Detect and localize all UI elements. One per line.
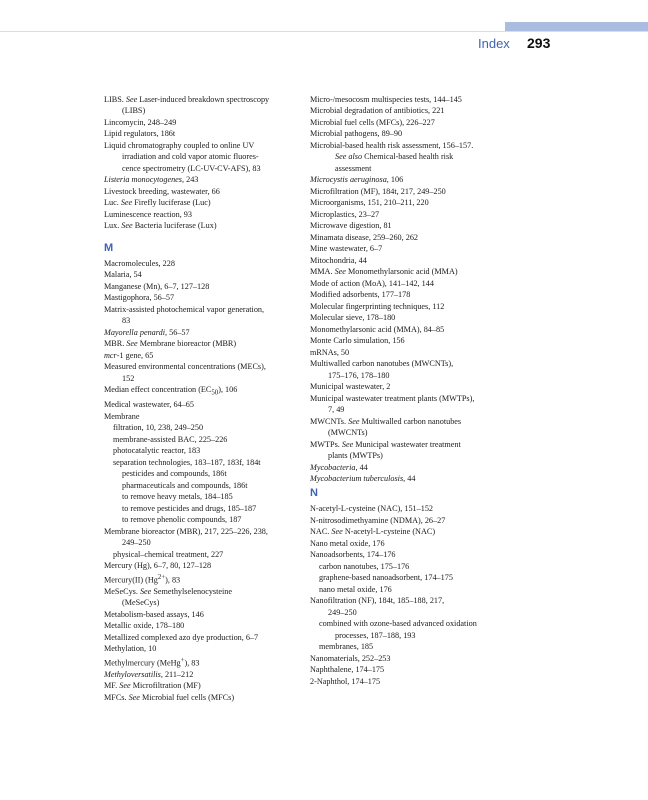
index-entry: Metallized complexed azo dye production, 6–7 — [104, 632, 259, 642]
index-entry-continuation: assessment — [335, 163, 372, 173]
index-entry: Microwave digestion, 81 — [310, 221, 392, 231]
index-subsubentry: pharmaceuticals and compounds, 186t — [122, 480, 248, 490]
header-rule — [0, 31, 648, 32]
index-entry: Methyloversatilis, 211–212 — [104, 669, 194, 679]
index-subentry: physical–chemical treatment, 227 — [113, 549, 224, 559]
index-entry: Mayorella penardi, 56–57 — [104, 327, 190, 337]
index-entry: Municipal wastewater, 2 — [310, 382, 391, 392]
index-entry: MWTPs. See Municipal wastewater treatment — [310, 439, 461, 449]
index-subentry: filtration, 10, 238, 249–250 — [113, 423, 204, 433]
index-subentry: membrane-assisted BAC, 225–226 — [113, 434, 228, 444]
index-entry: Median effect concentration $(EC_{50})$, 106 — [104, 385, 238, 397]
index-entry: Mycobacteria, 44 — [310, 462, 368, 472]
index-entry: 2-Naphthol, 174–175 — [310, 676, 381, 686]
index-entry: MFCs. See Microbial fuel cells (MFCs) — [104, 692, 235, 702]
index-entry: Molecular fingerprinting techniques, 112 — [310, 301, 445, 311]
index-entry: Nanoadsorbents, 174–176 — [310, 550, 396, 560]
index-entry: Metabolism-based assays, 146 — [104, 609, 204, 619]
index-subentry: combined with ozone-based advanced oxidation — [319, 619, 477, 629]
index-entry: Medical wastewater, 64–65 — [104, 400, 194, 410]
index-entry: Membrane — [104, 411, 140, 421]
index-subentry: photocatalytic reactor, 183 — [113, 446, 201, 456]
index-entry-continuation: (MWCNTs) — [328, 428, 368, 438]
index-entry: Lincomycin, 248–249 — [104, 117, 177, 127]
index-entry-continuation: irradiation and cold vapor atomic fluores- — [122, 152, 259, 162]
index-entry-continuation: 249–250 — [328, 607, 357, 617]
index-entry: N-nitrosodimethyamine (NDMA), 26–27 — [310, 515, 446, 525]
index-entry: Micro-/mesocosm multispecies tests, 144–145 — [310, 95, 462, 104]
index-entry: Microfiltration (MF), 184t, 217, 249–250 — [310, 186, 446, 196]
index-entry-continuation: (LIBS) — [122, 106, 146, 116]
index-subentry: membranes, 185 — [319, 642, 374, 652]
page-number: 293 — [527, 35, 551, 51]
index-entry-continuation: plants (MWTPs) — [328, 451, 383, 461]
index-entry: Mode of action (MoA), 141–142, 144 — [310, 278, 434, 288]
index-entry-continuation: 152 — [122, 373, 135, 383]
index-subsubentry: to remove heavy metals, 184–185 — [122, 492, 233, 502]
index-entry: Luc. See Firefly luciferase (Luc) — [104, 198, 211, 208]
index-entry: Microbial fuel cells (MFCs), 226–227 — [310, 117, 435, 127]
index-entry: Lux. See Bacteria luciferase (Lux) — [104, 221, 217, 231]
index-entry: Minamata disease, 259–260, 262 — [310, 232, 419, 242]
index-entry: Mine wastewater, 6–7 — [310, 244, 383, 254]
index-entry-continuation: (MeSeCys) — [122, 598, 160, 608]
index-entry: Microbial pathogens, 89–90 — [310, 129, 403, 139]
index-entry: Monomethylarsonic acid (MMA), 84–85 — [310, 324, 445, 334]
index-entry: mRNAs, 50 — [310, 347, 350, 357]
index-subsubentry: pesticides and compounds, 186t — [122, 469, 227, 479]
index-entry: Luminescence reaction, 93 — [104, 209, 192, 219]
index-entry: Listeria monocytogenes, 243 — [104, 175, 199, 185]
index-subentry: graphene-based nanoadsorbent, 174–175 — [319, 573, 453, 583]
index-entry-continuation: 7, 49 — [328, 405, 345, 415]
index-subentry: separation technologies, 183–187, 183f, 184t — [113, 457, 261, 467]
index-entry: Malaria, 54 — [104, 270, 142, 280]
index-subsubentry: to remove pesticides and drugs, 185–187 — [122, 503, 257, 513]
index-subentry: carbon nanotubes, 175–176 — [319, 561, 410, 571]
index-entry: Mycobacterium tuberculosis, 44 — [310, 473, 416, 483]
index-entry: Mastigophora, 56–57 — [104, 293, 175, 303]
index-entry: Modified adsorbents, 177–178 — [310, 290, 411, 300]
index-entry-continuation: processes, 187–188, 193 — [335, 630, 416, 640]
index-entry-continuation: 83 — [122, 316, 131, 326]
index-entry: Nanofiltration (NF), 184t, 185–188, 217, — [310, 596, 445, 606]
index-entry: LIBS. See Laser-induced breakdown spectroscopy — [104, 95, 270, 104]
index-entry: Microplastics, 23–27 — [310, 209, 380, 219]
index-entry: Metallic oxide, 178–180 — [104, 621, 185, 631]
index-entry: MMA. See Monomethylarsonic acid (MMA) — [310, 267, 458, 277]
index-entry-continuation: 249–250 — [122, 538, 151, 548]
header-accent-bar — [505, 22, 648, 31]
index-entry: Mitochondria, 44 — [310, 255, 367, 265]
running-header-label: Index — [478, 36, 510, 51]
index-entry: Municipal wastewater treatment plants (MWTPs), — [310, 393, 475, 403]
index-entry: Molecular sieve, 178–180 — [310, 313, 396, 323]
index-entry: Multiwalled carbon nanotubes (MWCNTs), — [310, 359, 454, 369]
index-entry: Liquid chromatography coupled to online UV — [104, 140, 255, 150]
index-entry: Mercury(II) $(Hg^{2+})$, 83 — [104, 573, 181, 585]
index-entry: MWCNTs. See Multiwalled carbon nanotubes — [310, 416, 462, 426]
index-entry: NAC. See N-acetyl-L-cysteine (NAC) — [310, 527, 436, 537]
index-column-left — [104, 94, 296, 703]
index-entry: Monte Carlo simulation, 156 — [310, 336, 405, 346]
index-entry: Microbial-based health risk assessment, 156–157. — [310, 140, 474, 150]
index-entry: Manganese (Mn), 6–7, 127–128 — [104, 281, 210, 291]
index-entry: Methylmercury (MeHg+), 83 — [104, 656, 200, 668]
index-entry-continuation: cence spectrometry (LC-UV-CV-AFS), 83 — [122, 163, 261, 173]
index-entry: Membrane bioreactor (MBR), 217, 225–226, 238, — [104, 526, 268, 536]
index-entry: Nanomaterials, 252–253 — [310, 653, 391, 663]
index-entry: Macromolecules, 228 — [104, 258, 175, 268]
index-column-right — [310, 94, 506, 687]
index-entry: mcr-1 gene, 65 — [104, 350, 154, 360]
index-entry-continuation: 175–176, 178–180 — [328, 370, 390, 380]
index-entry: Matrix-assisted photochemical vapor generation, — [104, 304, 265, 314]
index-entry: MeSeCys. See Semethylselenocysteine — [104, 586, 233, 596]
index-entry: MBR. See Membrane bioreactor (MBR) — [104, 339, 237, 349]
index-entry: MF. See Microfiltration (MF) — [104, 681, 201, 691]
index-entry: N-acetyl-L-cysteine (NAC), 151–152 — [310, 504, 434, 514]
index-entry: Measured environmental concentrations (MECs), — [104, 362, 266, 372]
index-entry: Microorganisms, 151, 210–211, 220 — [310, 198, 429, 208]
index-entry: Naphthalene, 174–175 — [310, 665, 385, 675]
index-entry: Methylation, 10 — [104, 644, 157, 654]
index-entry: Mercury (Hg), 6–7, 80, 127–128 — [104, 561, 212, 571]
index-entry-continuation: See also Chemical-based health risk — [335, 152, 454, 162]
index-entry: Nano metal oxide, 176 — [310, 538, 385, 548]
index-entry: Lipid regulators, 186t — [104, 129, 176, 139]
index-entry: Microcystis aeruginosa, 106 — [310, 175, 404, 185]
section-letter-n: N — [310, 487, 318, 500]
section-letter-m: M — [104, 241, 114, 254]
index-subentry: nano metal oxide, 176 — [319, 584, 392, 594]
index-subsubentry: to remove phenolic compounds, 187 — [122, 515, 242, 525]
index-entry: Livestock breeding, wastewater, 66 — [104, 186, 220, 196]
index-entry: Microbial degradation of antibiotics, 221 — [310, 106, 445, 116]
